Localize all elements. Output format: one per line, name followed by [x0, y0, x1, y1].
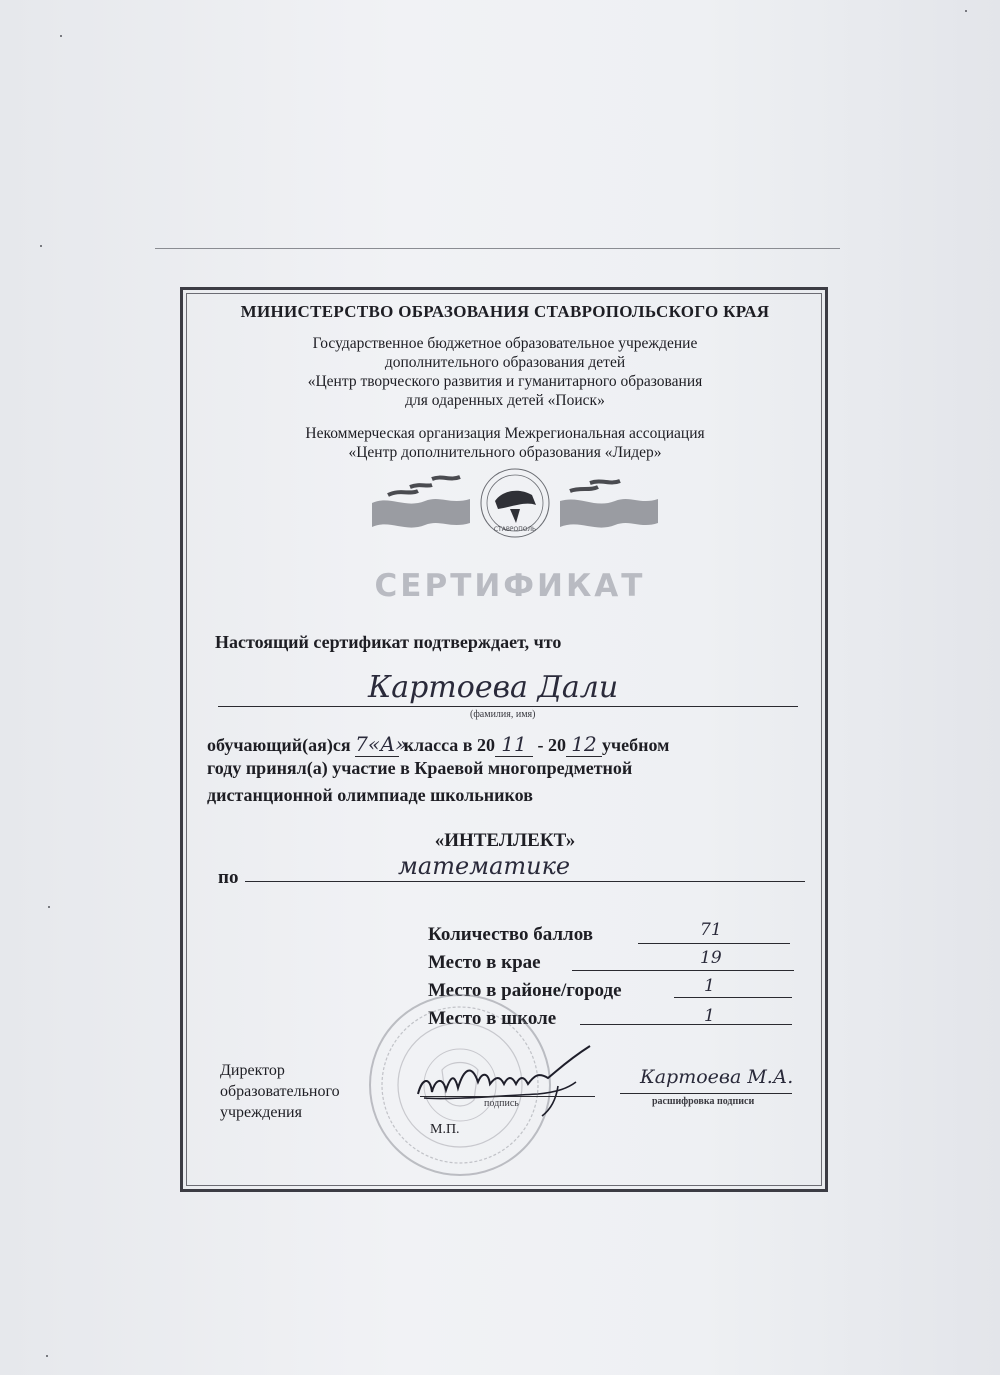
grade-value: 7«А»: [355, 732, 408, 756]
result-value-school: 1: [704, 1006, 715, 1026]
association-line: Некоммерческая организация Межрегиональная ассоциация: [305, 425, 705, 442]
student-name: Картоева Дали: [368, 670, 619, 705]
result-label-district: Место в районе/городе: [428, 980, 622, 1001]
decoding-caption: расшифровка подписи: [652, 1096, 755, 1107]
paper-speck: [965, 10, 967, 12]
organization-block: [195, 334, 815, 410]
year-from-value: 11: [495, 732, 533, 757]
class-text: класса в 20: [403, 735, 496, 755]
olympiad-name: «ИНТЕЛЛЕКТ»: [434, 830, 576, 851]
emblem-caption: СТАВРОПОЛЬ: [493, 526, 537, 533]
year-dash: - 20: [537, 735, 567, 755]
paper-speck: [46, 1355, 48, 1357]
director-line: Директор: [220, 1062, 285, 1079]
participation-line-2: году принял(а) участие в Краевой многопредметной: [207, 758, 633, 778]
decoding-underline: [620, 1093, 792, 1094]
result-label-school: Место в школе: [428, 1008, 557, 1029]
director-line: образовательного: [220, 1083, 340, 1100]
year-to-value: 12: [566, 732, 602, 757]
director-title: [220, 1060, 340, 1123]
participation-prefix: обучающий(ая)ся: [207, 735, 351, 755]
result-underline: [580, 1024, 792, 1025]
result-value-district: 1: [704, 976, 715, 996]
top-rule: [155, 248, 840, 249]
result-underline: [572, 970, 794, 971]
organization-line: для одаренных детей «Поиск»: [405, 392, 605, 409]
subject-value: математике: [398, 852, 571, 880]
name-underline: [218, 706, 798, 707]
subject-underline: [245, 881, 805, 882]
certificate-title: СЕРТИФИКАТ: [374, 568, 646, 604]
result-value-score: 71: [700, 920, 722, 940]
seal-place-label: М.П.: [430, 1122, 460, 1137]
ministry-heading: МИНИСТЕРСТВО ОБРАЗОВАНИЯ СТАВРОПОЛЬСКОГО КРАЯ: [240, 302, 770, 321]
name-caption: (фамилия, имя): [470, 709, 536, 720]
handwritten-signature: [408, 1042, 598, 1122]
confirm-text: Настоящий сертификат подтверждает, что: [215, 632, 562, 652]
organization-line: дополнительного образования детей: [384, 354, 626, 371]
result-underline: [638, 943, 790, 944]
signature-caption: подпись: [484, 1098, 519, 1109]
association-line: «Центр дополнительного образования «Лидер»: [348, 444, 662, 461]
association-block: [195, 424, 815, 462]
paper-speck: [48, 906, 50, 908]
subject-label: по: [218, 867, 239, 888]
participation-suffix: учебном: [602, 735, 670, 755]
left-flag-icon: [372, 477, 470, 528]
participation-line-1: [207, 732, 827, 757]
director-line: учреждения: [220, 1104, 302, 1121]
paper-speck: [60, 35, 62, 37]
signature-decoding-value: Картоева М.А.: [640, 1066, 794, 1088]
result-value-region: 19: [700, 948, 722, 968]
organization-line: «Центр творческого развития и гуманитарного образования: [307, 373, 703, 390]
emblem-logo: [370, 465, 660, 545]
paper-speck: [40, 245, 42, 247]
participation-line-3: дистанционной олимпиаде школьников: [207, 785, 533, 805]
result-label-score: Количество баллов: [428, 924, 593, 945]
right-flag-icon: [560, 481, 658, 528]
signature-underline: [420, 1096, 595, 1097]
organization-line: Государственное бюджетное образовательное учреждение: [312, 335, 698, 352]
result-underline: [674, 997, 792, 998]
result-label-region: Место в крае: [428, 952, 541, 973]
